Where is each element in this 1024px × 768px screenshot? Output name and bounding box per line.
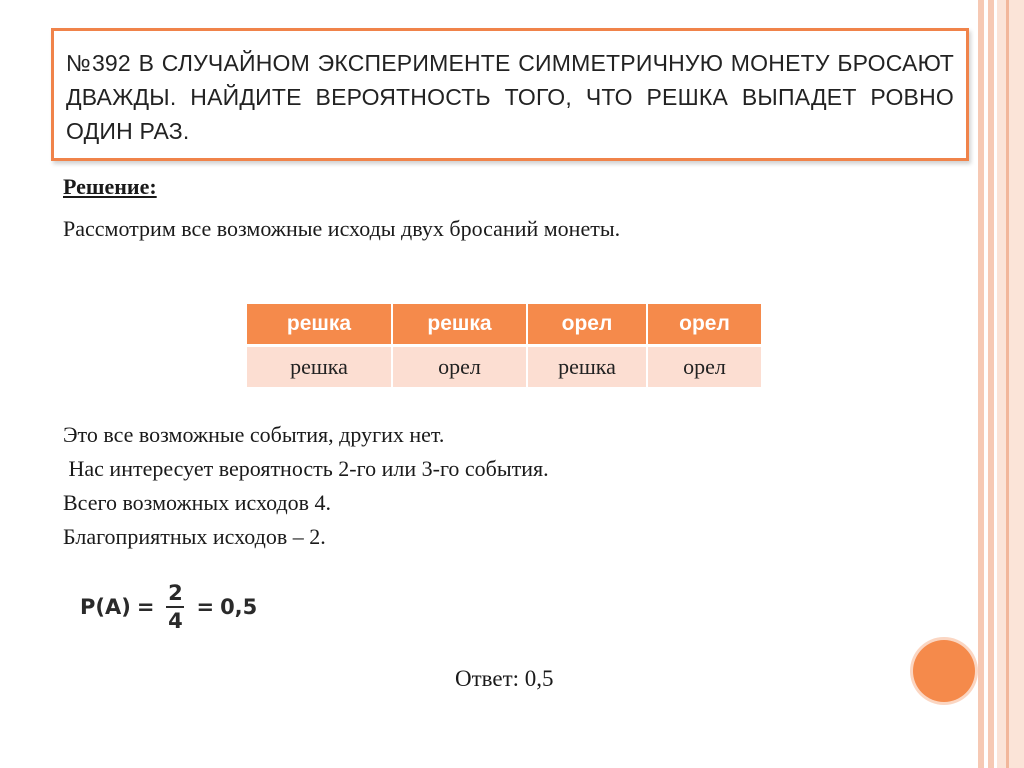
table-header-row — [246, 304, 762, 346]
formula-equals: = — [136, 595, 155, 619]
solution-intro: Рассмотрим все возможные исходы двух бросаний монеты. — [63, 216, 621, 241]
table-cell: решка — [527, 346, 647, 388]
problem-text: №392 В СЛУЧАЙНОМ ЭКСПЕРИМЕНТЕ СИММЕТРИЧНУЮ МОНЕТУ БРОСАЮТ ДВАЖДЫ. НАЙДИТЕ ВЕРОЯТНОСТЬ ТОГО, ЧТО РЕШКА ВЫПАДЕТ РОВНО ОДИН РАЗ. — [66, 50, 954, 144]
table-row — [246, 346, 762, 388]
probability-formula — [80, 572, 257, 642]
formula-equals: = — [196, 595, 215, 619]
answer-text: Ответ: 0,5 — [455, 666, 554, 691]
decor-stripe — [1006, 0, 1009, 768]
table-header-cell: орел — [527, 304, 647, 346]
table-cell: орел — [647, 346, 762, 388]
text-line: Нас интересует вероятность 2-го или 3-го события. — [63, 456, 549, 481]
formula-result: 0,5 — [220, 595, 258, 619]
solution-heading: Решение: — [63, 174, 157, 199]
formula-fraction — [166, 580, 184, 634]
table-header-cell: орел — [647, 304, 762, 346]
formula-lhs: P(A) — [80, 595, 131, 619]
text-line: Благоприятных исходов – 2. — [63, 524, 326, 549]
fraction-denominator: 4 — [168, 609, 183, 633]
text-line: Всего возможных исходов 4. — [63, 490, 332, 515]
decor-stripe — [997, 0, 1024, 768]
decor-circle — [913, 640, 975, 702]
text-line: Это все возможные события, других нет. — [63, 422, 445, 447]
table-cell: решка — [246, 346, 392, 388]
table-cell: орел — [392, 346, 527, 388]
fraction-numerator: 2 — [168, 581, 183, 605]
table-header-cell: решка — [246, 304, 392, 346]
table-header-cell: решка — [392, 304, 527, 346]
outcomes-table — [245, 304, 763, 387]
problem-box — [51, 28, 969, 161]
